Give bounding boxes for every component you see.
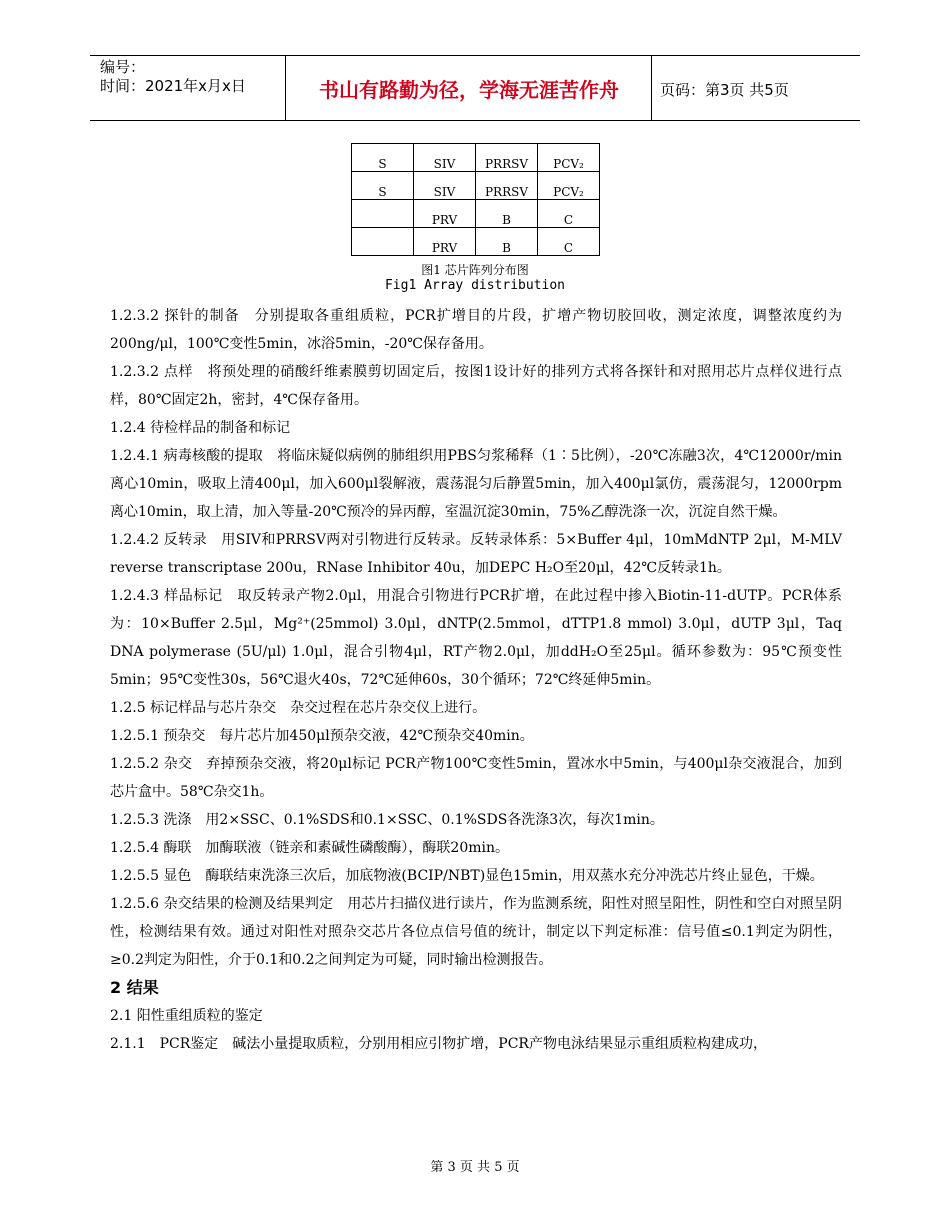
figure-caption-en: Fig1 Array distribution [384, 278, 565, 293]
paragraph: 1.2.5.5 显色 酶联结束洗涤三次后，加底物液(BCIP/NBT)显色15min，用双蒸水充分冲洗芯片终止显色，干燥。 [110, 868, 824, 884]
header-left [100, 58, 246, 96]
paragraph: 2.1.1 PCR鉴定 碱法小量提取质粒，分别用相应引物扩增，PCR产物电泳结果显示重组质粒构建成功， [110, 1036, 767, 1052]
header-top-rule [90, 55, 860, 56]
array-cell: PRV [414, 228, 476, 256]
array-distribution-table [351, 143, 600, 256]
array-cell: PRV [414, 200, 476, 228]
header-page-info: 页码：第3页 共5页 [660, 81, 789, 99]
paragraph: 1.2.5 标记样品与芯片杂交 杂交过程在芯片杂交仪上进行。 [110, 700, 487, 716]
array-cell [352, 200, 414, 228]
array-cell: B [476, 200, 538, 228]
array-cell: C [538, 228, 600, 256]
header-divider-right [651, 56, 652, 120]
figure-caption-cn: 图1 芯片阵列分布图 [421, 263, 529, 277]
paragraph: 1.2.3.2 探针的制备 分别提取各重组质粒，PCR扩增目的片段，扩增产物切胶回收，测定浓度，调整浓度约为200ng/μl，100℃变性5min，冰浴5min，-20℃保存备用。 [110, 308, 842, 352]
paragraph: 1.2.5.4 酶联 加酶联液（链亲和素碱性磷酸酶），酶联20min。 [110, 840, 510, 856]
array-cell: SIV [414, 144, 476, 172]
array-row [352, 228, 600, 256]
paragraph: 1.2.4.2 反转录 用SIV和PRRSV两对引物进行反转录。反转录体系：5×Buffer 4μl，10mMdNTP 2μl，M-MLV reverse transcriptase 200u，RNase Inhibitor 40u，加DEPC H₂O至20μl，42℃反转录1h。 [110, 532, 842, 576]
array-cell: PCV₂ [538, 172, 600, 200]
document-number-label: 编号： [100, 58, 146, 76]
paragraph: 1.2.5.3 洗涤 用2×SSC、0.1%SDS和0.1×SSC、0.1%SDS各洗涤3次，每次1min。 [110, 812, 664, 828]
header-motto: 书山有路勤为径，学海无涯苦作舟 [319, 78, 619, 102]
document-body [110, 302, 842, 1058]
array-cell: B [476, 228, 538, 256]
array-cell: S [352, 172, 414, 200]
array-cell [352, 228, 414, 256]
array-cell: PRRSV [476, 172, 538, 200]
array-cell: C [538, 200, 600, 228]
subsection-heading: 2.1 阳性重组质粒的鉴定 [110, 1008, 263, 1024]
array-row [352, 200, 600, 228]
paragraph: 1.2.5.6 杂交结果的检测及结果判定 用芯片扫描仪进行读片，作为监测系统，阳性对照呈阳性，阴性和空白对照呈阴性，检测结果有效。通过对阳性对照杂交芯片各位点信号值的统计，制定以下判定标准：信号值≤0.1判定为阴性，≥0.2判定为阳性，介于0.1和0.2之间判定为可疑，同时输出检测报告。 [110, 896, 842, 968]
header-bottom-rule [90, 120, 860, 121]
paragraph: 1.2.4.1 病毒核酸的提取 将临床疑似病例的肺组织用PBS匀浆稀释（1∶5比例），-20℃冻融3次，4℃12000r/min离心10min，吸取上清400μl，加入600μl裂解液，震荡混匀后静置5min，加入400μl氯仿，震荡混匀，12000rpm离心10min，取上清，加入等量-20℃预冷的异丙醇，室温沉淀30min，75%乙醇洗涤一次，沉淀自然干燥。 [110, 448, 842, 520]
page-footer: 第 3 页 共 5 页 [430, 1160, 520, 1175]
section-heading: 2 结果 [110, 978, 159, 997]
document-time-label: 时间：2021年x月x日 [100, 77, 246, 95]
array-row [352, 172, 600, 200]
array-cell: S [352, 144, 414, 172]
paragraph: 1.2.5.1 预杂交 每片芯片加450μl预杂交液，42℃预杂交40min。 [110, 728, 534, 744]
array-row [352, 144, 600, 172]
array-cell: PCV₂ [538, 144, 600, 172]
paragraph: 1.2.5.2 杂交 弃掉预杂交液，将20μl标记 PCR产物100℃变性5min，置冰水中5min，与400μl杂交液混合，加到芯片盒中。58℃杂交1h。 [110, 756, 842, 800]
paragraph: 1.2.4.3 样品标记 取反转录产物2.0μl，用混合引物进行PCR扩增，在此过程中掺入Biotin-11-dUTP。PCR体系为：10×Buffer 2.5μl，Mg²⁺(25mmol) 3.0μl，dNTP(2.5mmol，dTTP1.8 mmol) 3.0μl，dUTP 3μl，Taq DNA polymerase (5U/μl) 1.0μl，混合引物4μl，RT产物2.0μl，加ddH₂O至25μl。循环参数为：95℃预变性5min；95℃变性30s，56℃退火40s，72℃延伸60s，30个循环；72℃终延伸5min。 [110, 588, 842, 688]
header-divider-left [285, 56, 286, 120]
paragraph: 1.2.3.2 点样 将预处理的硝酸纤维素膜剪切固定后，按图1设计好的排列方式将各探针和对照用芯片点样仪进行点样，80℃固定2h，密封，4℃保存备用。 [110, 364, 842, 408]
paragraph: 1.2.4 待检样品的制备和标记 [110, 420, 291, 436]
array-cell: PRRSV [476, 144, 538, 172]
array-cell: SIV [414, 172, 476, 200]
